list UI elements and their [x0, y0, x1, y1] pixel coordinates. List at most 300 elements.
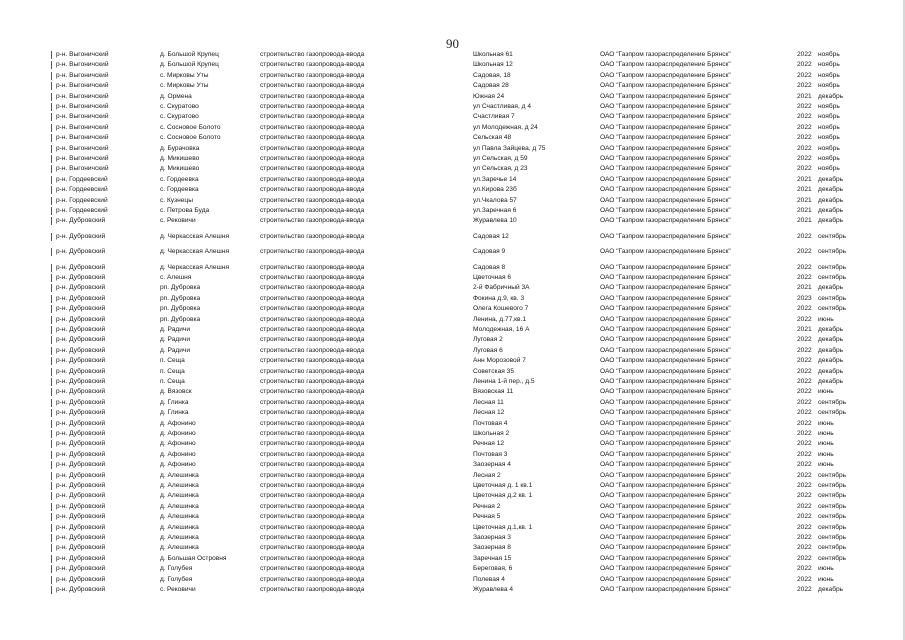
cell-month: декабрь [818, 175, 844, 183]
cell-address: Садовая, 18 [473, 71, 511, 79]
row-border-tick [51, 524, 52, 532]
cell-year: 2022 [797, 419, 812, 427]
cell-district: р-н. Дубровский [56, 217, 106, 225]
cell-organization: ОАО "Газпром газораспределение Брянск" [600, 575, 731, 583]
cell-month: сентябрь [818, 554, 847, 562]
row-border-tick [51, 399, 52, 407]
cell-district: р-н. Дубровский [56, 388, 106, 396]
page-number: 90 [446, 36, 459, 51]
cell-month: сентябрь [818, 482, 847, 489]
cell-work-type: строительство газопровода-ввода [260, 586, 365, 593]
table-row [0, 294, 905, 304]
cell-address: ул Сельская, д 59 [473, 155, 528, 162]
cell-address: Ленина 1-й пер., д.5 [473, 378, 535, 385]
cell-work-type: строительство газопровода-ввода [260, 367, 365, 375]
cell-address: Цветочная д.1,кв. 1 [473, 523, 533, 531]
cell-year: 2022 [797, 103, 812, 110]
table-row [0, 112, 905, 122]
cell-address: ул Павла Зайцева, д 75 [473, 144, 546, 152]
cell-district: р-н. Выгоничский [56, 134, 109, 142]
cell-year: 2022 [797, 144, 812, 152]
cell-work-type: строительство газопровода-ввода [260, 461, 365, 469]
cell-district: р-н. Дубровский [56, 357, 106, 365]
table-row [0, 216, 905, 226]
cell-settlement: с. Кузнецы [160, 196, 193, 204]
cell-settlement: д. Голубея [160, 575, 193, 583]
cell-address: Заозерная 4 [473, 461, 511, 469]
cell-year: 2022 [797, 71, 812, 79]
cell-address: Ленина, д.77,кв.1 [473, 315, 527, 323]
table-row [0, 512, 905, 522]
row-border-tick [51, 248, 52, 256]
cell-month: декабрь [818, 378, 844, 385]
table-row [0, 491, 905, 501]
cell-year: 2022 [797, 544, 812, 552]
table-row [0, 164, 905, 174]
cell-organization: ОАО "Газпром газораспределение Брянск" [600, 134, 731, 142]
cell-settlement: д. Афонино [160, 430, 196, 437]
cell-organization: ОАО "Газпром газораспределение Брянск" [600, 51, 731, 58]
row-border-tick [51, 347, 52, 355]
cell-work-type: строительство газопровода-ввода [260, 144, 365, 152]
cell-work-type: строительство газопровода-ввода [260, 196, 365, 204]
cell-work-type: строительство газопровода-ввода [260, 336, 365, 344]
cell-work-type: строительство газопровода-ввода [260, 523, 365, 531]
cell-district: р-н. Дубровский [56, 502, 106, 510]
cell-year: 2021 [797, 196, 812, 204]
cell-month: июнь [818, 430, 834, 437]
cell-work-type: строительство газопровода-ввода [260, 175, 365, 183]
row-border-tick [51, 82, 52, 90]
table-row [0, 92, 905, 102]
cell-month: июнь [818, 450, 834, 458]
row-border-tick [51, 336, 52, 344]
table-row [0, 564, 905, 574]
cell-address: ул Молодежная, д 24 [473, 123, 538, 131]
cell-work-type: строительство газопровода-ввода [260, 575, 365, 583]
cell-organization: ОАО "Газпром газораспределение Брянск" [600, 284, 731, 292]
row-border-tick [51, 544, 52, 552]
cell-month: июнь [818, 575, 834, 583]
cell-year: 2022 [797, 398, 812, 406]
cell-work-type: строительство газопровода-ввода [260, 123, 365, 131]
cell-district: р-н. Выгоничский [56, 71, 109, 79]
cell-month: июнь [818, 440, 834, 448]
cell-address: Цветочная д. 1 кв.1 [473, 482, 533, 489]
cell-year: 2021 [797, 326, 812, 333]
cell-month: декабрь [818, 92, 844, 100]
cell-year: 2022 [797, 123, 812, 131]
cell-district: р-н. Дубровский [56, 274, 106, 281]
cell-district: р-н. Дубровский [56, 346, 106, 354]
cell-year: 2022 [797, 461, 812, 469]
cell-work-type: строительство газопровода-ввода [260, 61, 365, 69]
cell-settlement: п. Сеща [160, 357, 185, 365]
cell-settlement: д. Микишево [160, 165, 200, 173]
cell-settlement: д. Большая Островня [160, 554, 227, 562]
cell-address: Школьная 61 [473, 51, 513, 58]
cell-year: 2022 [797, 586, 812, 593]
cell-settlement: д. Голубея [160, 565, 193, 573]
cell-address: Садовая 12 [473, 232, 509, 240]
cell-work-type: строительство газопровода-ввода [260, 565, 365, 573]
cell-settlement: п. Сеща [160, 378, 185, 385]
cell-settlement: с. Сосновое Болото [160, 123, 221, 131]
table-row [0, 575, 905, 585]
cell-year: 2022 [797, 502, 812, 510]
cell-settlement: д. Ормена [160, 92, 192, 100]
row-border-tick [51, 472, 52, 480]
row-border-tick [51, 482, 52, 490]
cell-address: 2-й Фабричный 3А [473, 284, 530, 292]
cell-work-type: строительство газопровода-ввода [260, 103, 365, 110]
cell-settlement: д. Микишево [160, 155, 200, 162]
cell-settlement: с. Мирковы Уты [160, 71, 209, 79]
cell-work-type: строительство газопровода-ввода [260, 471, 365, 479]
table-row [0, 102, 905, 112]
table-row [0, 502, 905, 512]
row-border-tick [51, 176, 52, 184]
cell-district: р-н. Дубровский [56, 398, 106, 406]
cell-year: 2022 [797, 409, 812, 417]
cell-organization: ОАО "Газпром газораспределение Брянск" [600, 565, 731, 573]
cell-month: июнь [818, 315, 834, 323]
cell-organization: ОАО "Газпром газораспределение Брянск" [600, 482, 731, 489]
cell-work-type: строительство газопровода-ввода [260, 440, 365, 448]
cell-month: июнь [818, 419, 834, 427]
table-row [0, 533, 905, 543]
cell-address: ул Счастливая, д 4 [473, 103, 532, 110]
cell-address: Речная 12 [473, 440, 505, 448]
cell-address: Почтовая 3 [473, 450, 508, 458]
table-row [0, 50, 905, 60]
cell-year: 2021 [797, 175, 812, 183]
cell-month: ноябрь [818, 155, 840, 162]
table-row [0, 335, 905, 345]
table-row [0, 356, 905, 366]
cell-organization: ОАО "Газпром газораспределение Брянск" [600, 346, 731, 354]
cell-year: 2022 [797, 82, 812, 90]
table-row [0, 315, 905, 325]
cell-district: р-н. Гордеевский [56, 207, 108, 214]
cell-work-type: строительство газопровода-ввода [260, 248, 365, 256]
cell-district: р-н. Выгоничский [56, 144, 109, 152]
cell-address: Заозерная 8 [473, 544, 511, 552]
cell-year: 2022 [797, 378, 812, 385]
cell-district: р-н. Выгоничский [56, 103, 109, 110]
cell-settlement: с. Мирковы Уты [160, 82, 209, 90]
cell-work-type: строительство газопровода-ввода [260, 492, 365, 500]
cell-district: р-н. Гордеевский [56, 175, 108, 183]
cell-month: июнь [818, 565, 834, 573]
cell-organization: ОАО "Газпром газораспределение Брянск" [600, 336, 731, 344]
cell-district: р-н. Дубровский [56, 284, 106, 292]
cell-organization: ОАО "Газпром газораспределение Брянск" [600, 217, 731, 225]
cell-year: 2022 [797, 388, 812, 396]
cell-district: р-н. Дубровский [56, 471, 106, 479]
row-border-tick [51, 555, 52, 563]
cell-district: р-н. Дубровский [56, 367, 106, 375]
cell-month: ноябрь [818, 113, 840, 121]
cell-address: Садовая 28 [473, 82, 509, 90]
cell-district: р-н. Дубровский [56, 419, 106, 427]
cell-address: Южная 24 [473, 92, 505, 100]
cell-month: июнь [818, 388, 834, 396]
table-row [0, 554, 905, 564]
cell-organization: ОАО "Газпром газораспределение Брянск" [600, 82, 731, 90]
cell-settlement: д. Алешинка [160, 492, 199, 500]
cell-work-type: строительство газопровода-ввода [260, 513, 365, 521]
cell-year: 2022 [797, 113, 812, 121]
row-border-tick [51, 534, 52, 542]
cell-address: Лесная 11 [473, 398, 504, 406]
table-row [0, 377, 905, 387]
cell-year: 2022 [797, 346, 812, 354]
cell-district: р-н. Дубровский [56, 315, 106, 323]
cell-month: декабрь [818, 217, 844, 225]
cell-settlement: д. Афонино [160, 419, 196, 427]
cell-month: декабрь [818, 586, 844, 593]
table-row [0, 185, 905, 195]
cell-year: 2022 [797, 155, 812, 162]
cell-settlement: д. Алешинка [160, 523, 199, 531]
cell-organization: ОАО "Газпром газораспределение Брянск" [600, 61, 731, 69]
cell-settlement: с. Гордеевка [160, 186, 199, 194]
cell-year: 2022 [797, 315, 812, 323]
cell-district: р-н. Дубровский [56, 305, 106, 313]
cell-organization: ОАО "Газпром газораспределение Брянск" [600, 207, 731, 214]
cell-district: р-н. Дубровский [56, 232, 106, 240]
cell-district: р-н. Дубровский [56, 575, 106, 583]
row-border-tick [51, 513, 52, 521]
cell-settlement: д. Большой Крупец [160, 51, 219, 58]
cell-month: сентябрь [818, 544, 847, 552]
table-row [0, 123, 905, 133]
row-border-tick [51, 155, 52, 163]
cell-district: р-н. Дубровский [56, 326, 106, 333]
table-row [0, 154, 905, 164]
cell-work-type: строительство газопровода-ввода [260, 134, 365, 142]
cell-year: 2021 [797, 92, 812, 100]
cell-year: 2022 [797, 492, 812, 500]
cell-settlement: с. Петрова Буда [160, 207, 210, 214]
table-row [0, 304, 905, 314]
cell-organization: ОАО "Газпром газораспределение Брянск" [600, 440, 731, 448]
row-border-tick [51, 305, 52, 313]
cell-organization: ОАО "Газпром газораспределение Брянск" [600, 232, 731, 240]
cell-organization: ОАО "Газпром газораспределение Брянск" [600, 502, 731, 510]
cell-settlement: д. Алешинка [160, 502, 199, 510]
row-border-tick [51, 233, 52, 241]
cell-work-type: строительство газопровода-ввода [260, 326, 365, 333]
row-border-tick [51, 93, 52, 101]
row-border-tick [51, 207, 52, 215]
cell-month: сентябрь [818, 263, 847, 271]
cell-address: Олега Кошевого 7 [473, 305, 529, 313]
cell-settlement: д. Алешинка [160, 544, 199, 552]
cell-district: р-н. Дубровский [56, 378, 106, 385]
cell-address: Советская 35 [473, 367, 514, 375]
cell-work-type: строительство газопровода-ввода [260, 419, 365, 427]
cell-month: сентябрь [818, 502, 847, 510]
cell-work-type: строительство газопровода-ввода [260, 71, 365, 79]
row-border-tick [51, 103, 52, 111]
cell-year: 2022 [797, 336, 812, 344]
cell-settlement: с. Алешня [160, 274, 192, 281]
cell-address: Луговая 6 [473, 346, 503, 354]
cell-year: 2021 [797, 284, 812, 292]
cell-month: июнь [818, 461, 834, 469]
cell-settlement: с. Скуратово [160, 113, 199, 121]
cell-organization: ОАО "Газпром газораспределение Брянск" [600, 357, 731, 365]
cell-work-type: строительство газопровода-ввода [260, 51, 365, 58]
table-row [0, 144, 905, 154]
table-row [0, 439, 905, 449]
cell-organization: ОАО "Газпром газораспределение Брянск" [600, 326, 731, 333]
cell-year: 2022 [797, 523, 812, 531]
cell-organization: ОАО "Газпром газораспределение Брянск" [600, 274, 731, 281]
row-border-tick [51, 72, 52, 80]
cell-organization: ОАО "Газпром газораспределение Брянск" [600, 305, 731, 313]
cell-address: Сельская 48 [473, 134, 512, 142]
cell-month: декабрь [818, 186, 844, 194]
cell-work-type: строительство газопровода-ввода [260, 398, 365, 406]
cell-month: декабрь [818, 346, 844, 354]
cell-settlement: д. Глинка [160, 398, 189, 406]
table-row [0, 273, 905, 283]
cell-address: Заречная 15 [473, 554, 512, 562]
cell-district: р-н. Дубровский [56, 461, 106, 469]
cell-settlement: д. Черкасская Алешня [160, 248, 230, 256]
cell-month: сентябрь [818, 471, 847, 479]
cell-address: Береговая, 6 [473, 565, 513, 573]
cell-year: 2022 [797, 367, 812, 375]
table-row [0, 585, 905, 595]
table-row [0, 325, 905, 335]
table-row [0, 283, 905, 293]
row-border-tick [51, 503, 52, 511]
cell-year: 2022 [797, 440, 812, 448]
row-border-tick [51, 409, 52, 417]
row-border-tick [51, 420, 52, 428]
cell-organization: ОАО "Газпром газораспределение Брянск" [600, 294, 731, 302]
cell-district: р-н. Дубровский [56, 492, 106, 500]
cell-month: декабрь [818, 367, 844, 375]
cell-work-type: строительство газопровода-ввода [260, 450, 365, 458]
cell-settlement: д. Черкасская Алешня [160, 232, 230, 240]
cell-organization: ОАО "Газпром газораспределение Брянск" [600, 175, 731, 183]
cell-district: р-н. Дубровский [56, 336, 106, 344]
cell-month: ноябрь [818, 123, 840, 131]
cell-settlement: с. Гордеевка [160, 175, 199, 183]
cell-year: 2022 [797, 534, 812, 541]
cell-organization: ОАО "Газпром газораспределение Брянск" [600, 123, 731, 131]
cell-settlement: д. Алешинка [160, 482, 199, 489]
cell-address: ул.Заречье 14 [473, 175, 517, 183]
row-border-tick [51, 576, 52, 584]
cell-work-type: строительство газопровода-ввода [260, 284, 365, 292]
cell-organization: ОАО "Газпром газораспределение Брянск" [600, 92, 731, 100]
cell-address: Журавлева 10 [473, 217, 517, 225]
cell-year: 2022 [797, 575, 812, 583]
row-border-tick [51, 186, 52, 194]
cell-work-type: строительство газопровода-ввода [260, 155, 365, 162]
cell-settlement: д. Афонино [160, 461, 196, 469]
cell-work-type: строительство газопровода-ввода [260, 186, 365, 194]
cell-district: р-н. Выгоничский [56, 92, 109, 100]
cell-settlement: рп. Дубровка [160, 305, 201, 313]
table-row [0, 206, 905, 216]
cell-month: декабрь [818, 336, 844, 344]
cell-district: р-н. Выгоничский [56, 51, 109, 58]
cell-district: р-н. Дубровский [56, 430, 106, 437]
table-row [0, 450, 905, 460]
row-border-tick [51, 357, 52, 365]
row-border-tick [51, 134, 52, 142]
cell-settlement: д. Черкасская Алешня [160, 263, 230, 271]
cell-year: 2022 [797, 513, 812, 521]
cell-address: Заозерная 3 [473, 534, 511, 541]
cell-year: 2022 [797, 357, 812, 365]
cell-year: 2021 [797, 217, 812, 225]
cell-settlement: рп. Дубровка [160, 315, 201, 323]
cell-month: сентябрь [818, 274, 847, 281]
cell-year: 2022 [797, 134, 812, 142]
table-row [0, 81, 905, 91]
cell-month: сентябрь [818, 523, 847, 531]
cell-year: 2023 [797, 294, 812, 302]
cell-month: декабрь [818, 207, 844, 214]
cell-month: ноябрь [818, 61, 840, 69]
cell-settlement: д. Афонино [160, 440, 196, 448]
cell-district: р-н. Дубровский [56, 523, 106, 531]
row-border-tick [51, 165, 52, 173]
cell-year: 2021 [797, 207, 812, 214]
cell-district: р-н. Дубровский [56, 554, 106, 562]
cell-address: Школьная 2 [473, 430, 510, 437]
cell-month: ноябрь [818, 82, 840, 90]
cell-address: Цветочная 6 [473, 274, 512, 281]
row-border-tick [51, 124, 52, 132]
cell-organization: ОАО "Газпром газораспределение Брянск" [600, 513, 731, 521]
cell-organization: ОАО "Газпром газораспределение Брянск" [600, 103, 731, 110]
cell-month: сентябрь [818, 305, 847, 313]
row-border-tick [51, 451, 52, 459]
cell-month: сентябрь [818, 513, 847, 521]
row-border-tick [51, 326, 52, 334]
cell-settlement: д. Радичи [160, 326, 191, 333]
cell-address: Молодежная, 16 А [473, 326, 530, 333]
cell-settlement: д. Глинка [160, 409, 189, 417]
table-row [0, 429, 905, 439]
cell-organization: ОАО "Газпром газораспределение Брянск" [600, 492, 731, 500]
cell-organization: ОАО "Газпром газораспределение Брянск" [600, 165, 731, 173]
table-row [0, 247, 905, 257]
cell-month: сентябрь [818, 294, 847, 302]
row-border-tick [51, 61, 52, 69]
row-border-tick [51, 492, 52, 500]
cell-year: 2022 [797, 565, 812, 573]
cell-work-type: строительство газопровода-ввода [260, 207, 365, 214]
cell-address: Лесная 2 [473, 471, 501, 479]
table-row [0, 523, 905, 533]
row-border-tick [51, 378, 52, 386]
cell-work-type: строительство газопровода-ввода [260, 92, 365, 100]
cell-district: р-н. Дубровский [56, 294, 106, 302]
row-border-tick [51, 284, 52, 292]
cell-organization: ОАО "Газпром газораспределение Брянск" [600, 409, 731, 417]
row-border-tick [51, 461, 52, 469]
